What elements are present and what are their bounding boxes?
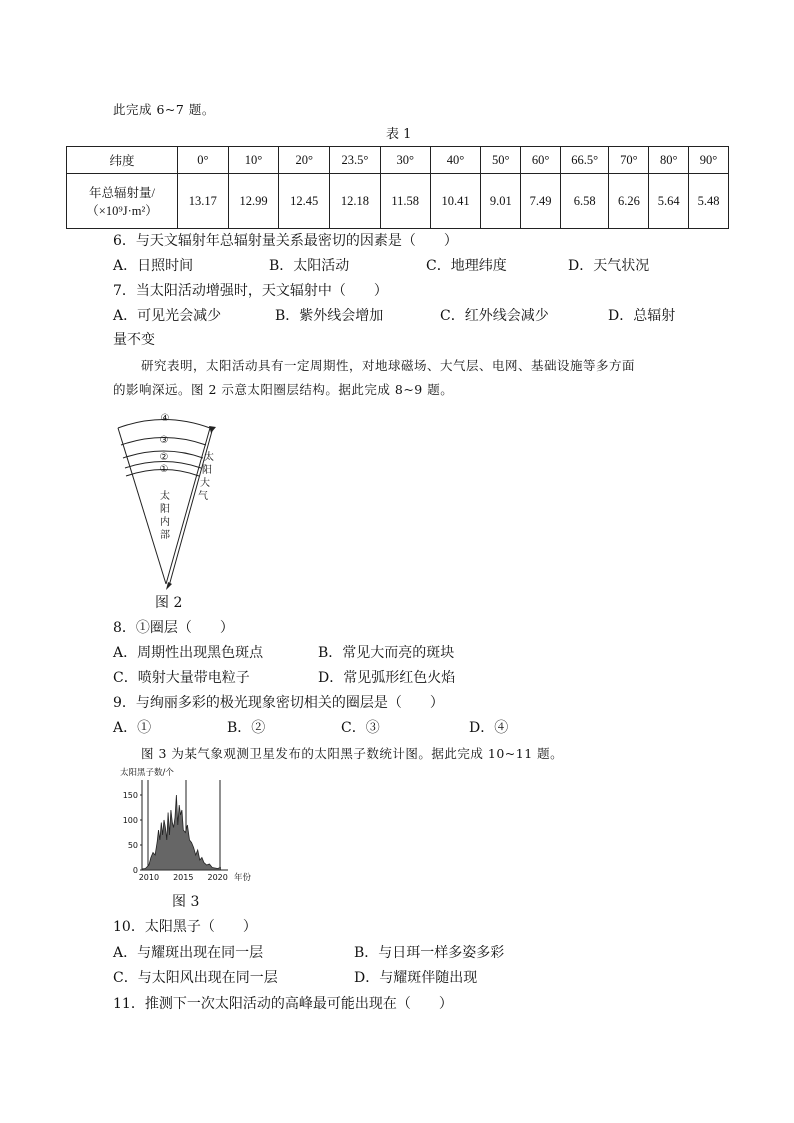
table-row — [67, 174, 729, 229]
chart-y-label: 太阳黑子数/个 — [120, 768, 174, 778]
question-6-option-c[interactable]: C．地理纬度 — [426, 258, 507, 274]
question-9-option-d[interactable]: D．④ — [469, 720, 509, 736]
question-8-option-a[interactable]: A．周期性出现黑色斑点 — [113, 645, 264, 661]
passage-3: 图 3 为某气象观测卫星发布的太阳黑子数统计图。据此完成 10~11 题。 — [141, 746, 564, 761]
inner-label-char: 内 — [160, 517, 170, 528]
y-tick-label: 0 — [132, 866, 138, 875]
x-tick-label: 2015 — [173, 873, 194, 882]
question-6-option-b[interactable]: B．太阳活动 — [269, 258, 350, 274]
question-9-option-c[interactable]: C．③ — [341, 720, 380, 736]
layer-label-2: ② — [159, 452, 169, 463]
sun-layers-figure — [108, 406, 220, 592]
question-7-option-a[interactable]: A．可见光会减少 — [113, 308, 222, 324]
table-header-latitude: 纬度 — [67, 147, 178, 174]
question-7-stem: 7．当太阳活动增强时，天文辐射中（ ） — [113, 283, 388, 299]
table-cell: 6.26 — [609, 174, 649, 229]
y-tick-label: 50 — [127, 841, 138, 850]
question-7-option-d[interactable]: D．总辐射 — [608, 308, 676, 324]
question-9-stem: 9．与绚丽多彩的极光现象密切相关的圈层是（ ） — [113, 695, 444, 711]
table-cell: 13.17 — [178, 174, 229, 229]
x-tick-label: 2020 — [207, 873, 228, 882]
inner-label-char: 部 — [160, 530, 170, 541]
passage-2-line-1: 研究表明，太阳活动具有一定周期性，对地球磁场、大气层、电网、基础设施等多方面 — [141, 358, 636, 373]
radiation-table — [66, 146, 729, 229]
table-cell: 40° — [430, 147, 481, 174]
arrow-head-icon — [209, 426, 216, 433]
table-caption: 表 1 — [386, 127, 412, 142]
table-cell: 20° — [279, 147, 330, 174]
atmosphere-label-char: 太 — [204, 452, 214, 463]
question-9-option-b[interactable]: B．② — [227, 720, 266, 736]
table-cell: 30° — [380, 147, 430, 174]
table-cell: 50° — [481, 147, 521, 174]
question-7-option-c[interactable]: C．红外线会减少 — [440, 308, 549, 324]
figure-3-caption: 图 3 — [172, 894, 200, 910]
question-8-option-b[interactable]: B．常见大而亮的斑块 — [318, 645, 455, 661]
question-6-option-d[interactable]: D．天气状况 — [568, 258, 650, 274]
atmosphere-label-char: 大 — [200, 478, 210, 489]
question-10-option-a[interactable]: A．与耀斑出现在同一层 — [113, 945, 264, 961]
table-cell: 80° — [649, 147, 689, 174]
table-cell: 5.64 — [649, 174, 689, 229]
table-cell: 90° — [689, 147, 729, 174]
question-9-option-a[interactable]: A．① — [113, 720, 152, 736]
question-8-option-d[interactable]: D．常见弧形红色火焰 — [318, 670, 456, 686]
question-7-option-b[interactable]: B．紫外线会增加 — [275, 308, 384, 324]
layer-label-4: ④ — [160, 413, 170, 424]
question-7-option-d-continued: 量不变 — [113, 332, 155, 348]
table-header-radiation — [67, 174, 178, 229]
y-tick-label: 150 — [122, 791, 138, 800]
table-cell: 5.48 — [689, 174, 729, 229]
sunspot-chart — [114, 766, 264, 884]
intro-line: 此完成 6~7 题。 — [113, 102, 215, 117]
table-cell: 11.58 — [380, 174, 430, 229]
arrow-head-icon — [166, 582, 172, 590]
table-cell: 7.49 — [521, 174, 561, 229]
layer-label-1: ① — [159, 464, 169, 475]
sunspot-area-series — [142, 795, 220, 870]
table-cell: 10.41 — [430, 174, 481, 229]
question-6-option-a[interactable]: A．日照时间 — [113, 258, 194, 274]
question-10-option-b[interactable]: B．与日珥一样多姿多彩 — [354, 945, 505, 961]
table-cell: 12.18 — [330, 174, 381, 229]
table-cell: 23.5° — [330, 147, 381, 174]
passage-2-line-2: 的影响深远。图 2 示意太阳圈层结构。据此完成 8~9 题。 — [113, 382, 454, 397]
x-tick-label: 2010 — [138, 873, 160, 882]
table-cell: 12.99 — [228, 174, 279, 229]
y-tick-label: 100 — [122, 816, 138, 825]
chart-x-label: 年份 — [234, 873, 252, 883]
layer-label-3: ③ — [159, 435, 169, 446]
table-cell: 9.01 — [481, 174, 521, 229]
figure-2-caption: 图 2 — [155, 595, 183, 611]
question-6-stem: 6．与天文辐射年总辐射量关系最密切的因素是（ ） — [113, 233, 458, 249]
inner-label-char: 太 — [160, 491, 170, 502]
atmosphere-label-char: 阳 — [202, 465, 212, 476]
question-10-option-c[interactable]: C．与太阳风出现在同一层 — [113, 970, 278, 986]
table-row — [67, 147, 729, 174]
inner-label-char: 阳 — [160, 504, 170, 515]
table-header-line: 年总辐射量/ — [89, 186, 155, 200]
table-cell: 66.5° — [560, 147, 609, 174]
table-cell: 70° — [609, 147, 649, 174]
table-cell: 60° — [521, 147, 561, 174]
question-8-option-c[interactable]: C．喷射大量带电粒子 — [113, 670, 250, 686]
question-10-option-d[interactable]: D．与耀斑伴随出现 — [354, 970, 478, 986]
table-cell: 0° — [178, 147, 229, 174]
question-10-stem: 10．太阳黑子（ ） — [113, 919, 257, 935]
table-cell: 6.58 — [560, 174, 609, 229]
table-header-line: （×10⁹J·m²） — [86, 204, 158, 218]
question-8-stem: 8．①圈层（ ） — [113, 620, 234, 636]
question-11-stem: 11．推测下一次太阳活动的高峰最可能出现在（ ） — [113, 996, 453, 1012]
atmosphere-label-char: 气 — [198, 491, 208, 502]
table-cell: 10° — [228, 147, 279, 174]
table-cell: 12.45 — [279, 174, 330, 229]
